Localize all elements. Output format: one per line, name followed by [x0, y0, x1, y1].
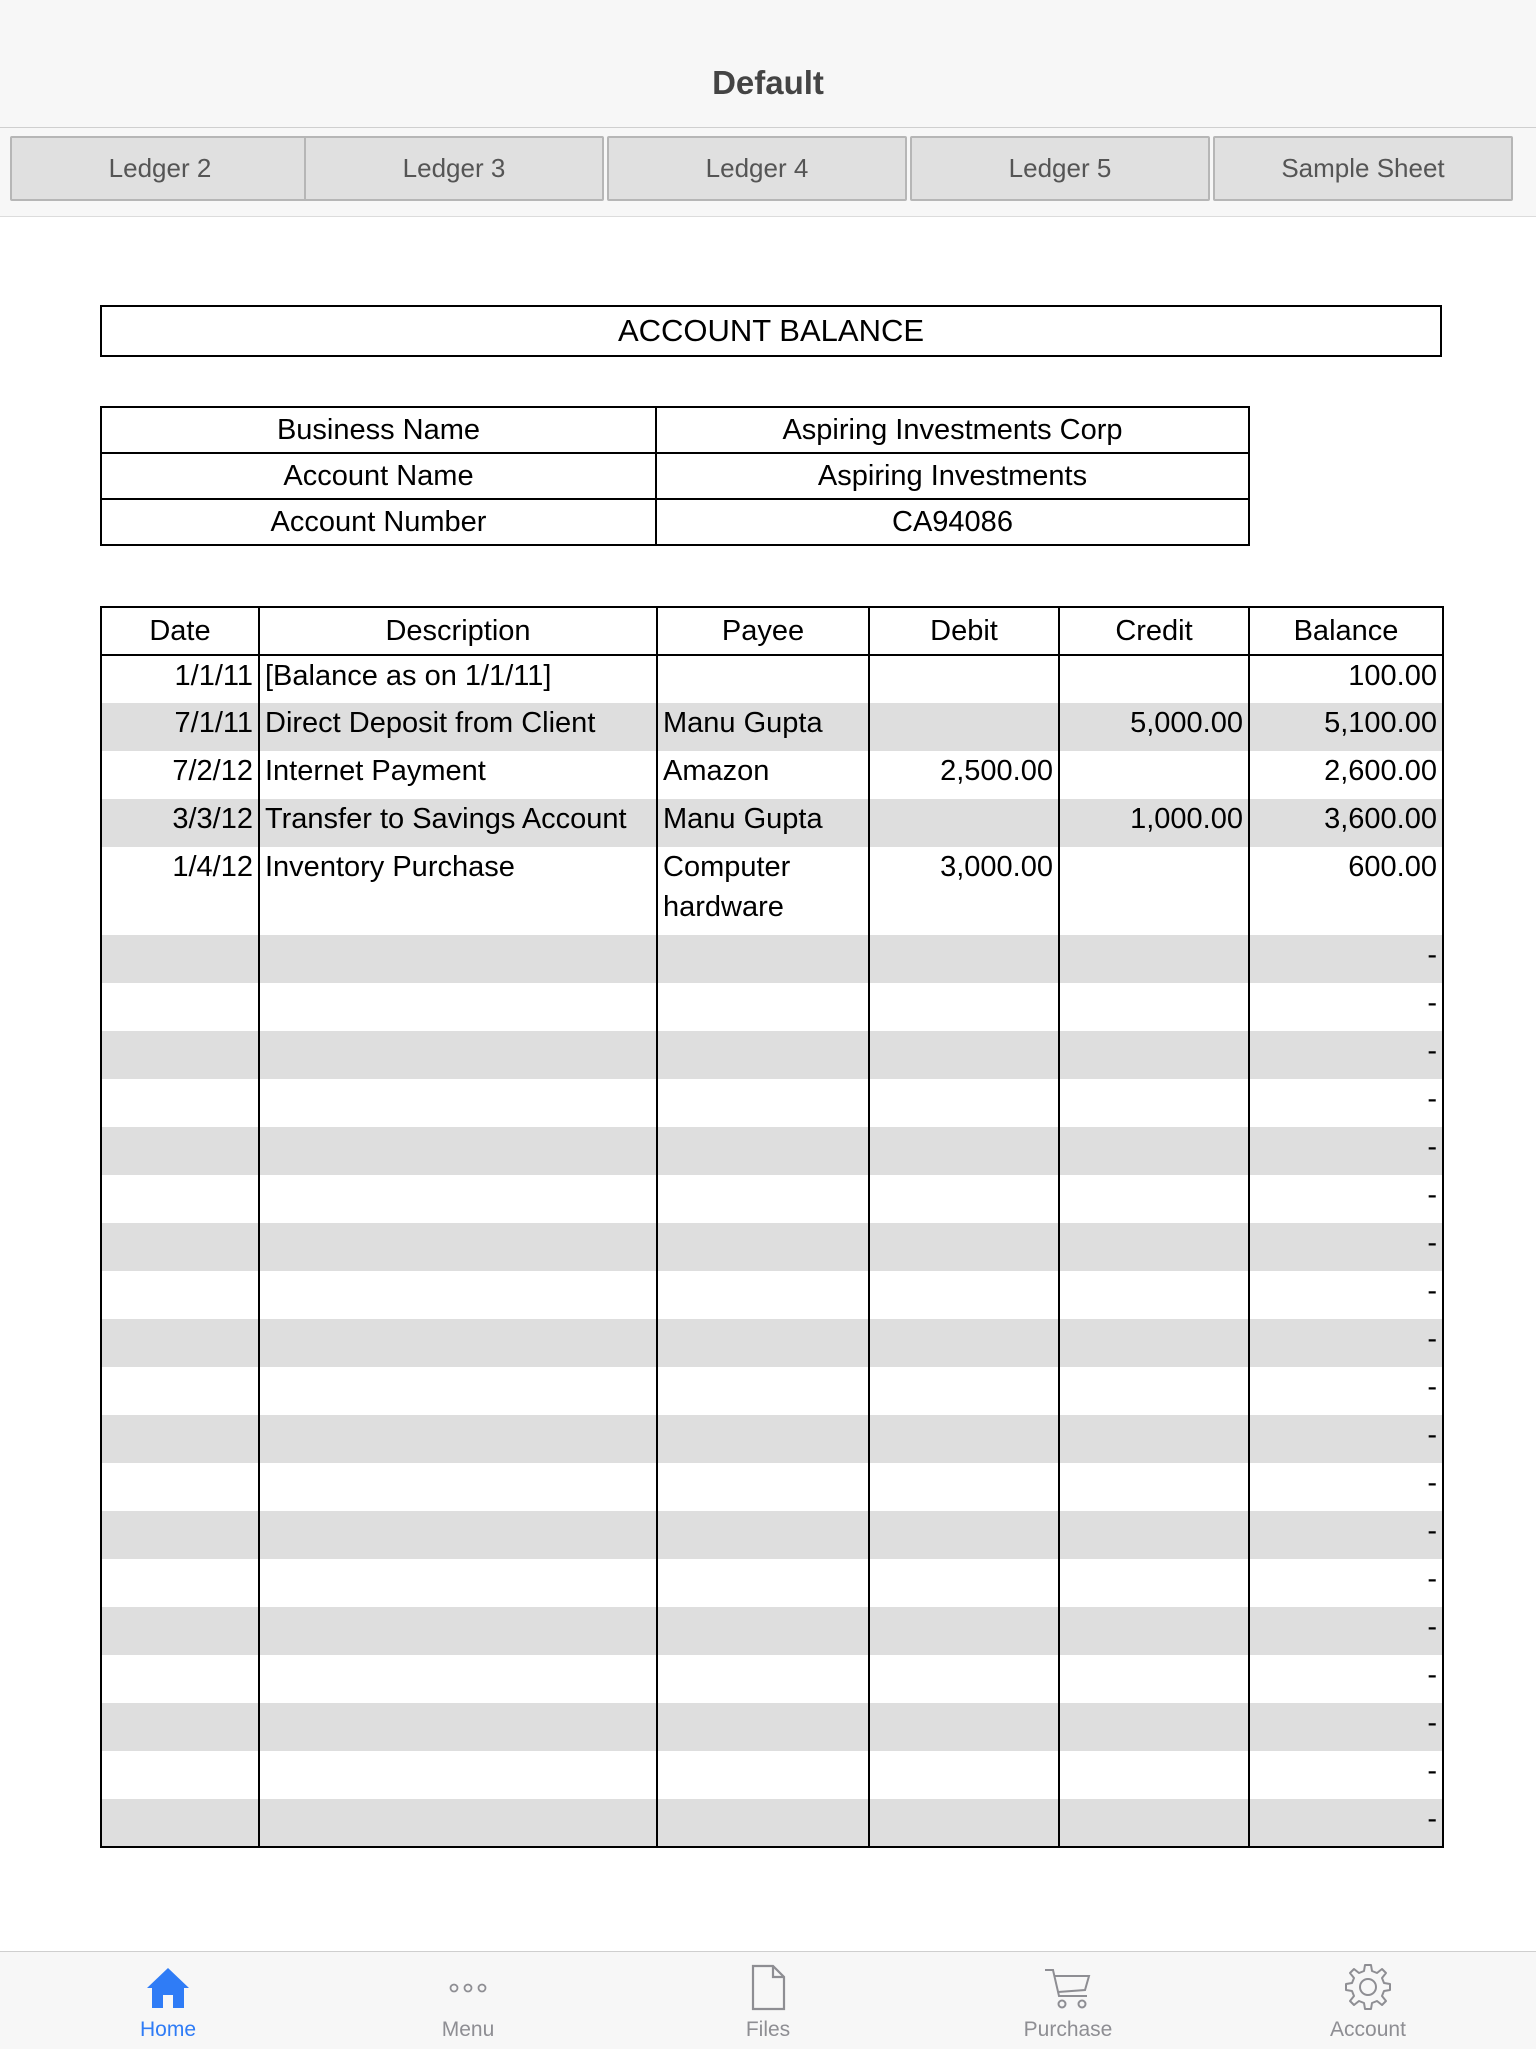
- gear-icon: [1343, 1962, 1393, 2012]
- cell-payee[interactable]: Computer hardware: [657, 847, 869, 935]
- tab-home[interactable]: [68, 1952, 268, 2049]
- cell-date[interactable]: 1/1/11: [101, 655, 259, 703]
- cell-date[interactable]: 1/4/12: [101, 847, 259, 935]
- cell-description[interactable]: [259, 1031, 657, 1079]
- cell-debit[interactable]: [869, 1271, 1059, 1319]
- cell-credit[interactable]: [1059, 1799, 1249, 1847]
- cell-balance[interactable]: -: [1249, 1655, 1443, 1703]
- cart-icon: [1043, 1962, 1093, 2012]
- cell-payee[interactable]: [657, 1319, 869, 1367]
- cell-date[interactable]: 3/3/12: [101, 799, 259, 847]
- cell-credit[interactable]: [1059, 1175, 1249, 1223]
- table-row: [101, 1175, 1443, 1223]
- cell-debit[interactable]: [869, 1655, 1059, 1703]
- cell-date[interactable]: [101, 983, 259, 1031]
- tab-label: Files: [745, 2018, 791, 2041]
- cell-credit[interactable]: [1059, 1463, 1249, 1511]
- cell-debit[interactable]: [869, 1367, 1059, 1415]
- more-icon: [443, 1962, 493, 2012]
- cell-debit[interactable]: [869, 1127, 1059, 1175]
- cell-balance[interactable]: 5,100.00: [1249, 703, 1443, 751]
- cell-balance[interactable]: -: [1249, 1127, 1443, 1175]
- cell-date[interactable]: [101, 1463, 259, 1511]
- cell-payee[interactable]: [657, 1031, 869, 1079]
- info-value[interactable]: Aspiring Investments: [656, 453, 1249, 499]
- cell-debit[interactable]: [869, 655, 1059, 703]
- cell-credit[interactable]: [1059, 1751, 1249, 1799]
- cell-payee[interactable]: Manu Gupta: [657, 799, 869, 847]
- cell-credit[interactable]: [1059, 847, 1249, 935]
- info-value[interactable]: Aspiring Investments Corp: [656, 407, 1249, 453]
- table-row: [101, 1031, 1443, 1079]
- cell-debit[interactable]: [869, 1079, 1059, 1127]
- file-icon: [743, 1962, 793, 2012]
- cell-balance[interactable]: -: [1249, 1079, 1443, 1127]
- table-row: [101, 847, 1443, 935]
- cell-date[interactable]: [101, 1607, 259, 1655]
- tab-label: Purchase: [1023, 2018, 1113, 2041]
- tab-sample-sheet[interactable]: Sample Sheet: [1213, 136, 1513, 201]
- cell-credit[interactable]: [1059, 1367, 1249, 1415]
- table-row: [101, 1559, 1443, 1607]
- cell-date[interactable]: [101, 935, 259, 983]
- cell-debit[interactable]: [869, 799, 1059, 847]
- tab-label: Account: [1330, 2018, 1406, 2041]
- cell-debit[interactable]: [869, 1511, 1059, 1559]
- cell-debit[interactable]: [869, 703, 1059, 751]
- cell-credit[interactable]: [1059, 935, 1249, 983]
- cell-payee[interactable]: [657, 1655, 869, 1703]
- cell-balance[interactable]: -: [1249, 1463, 1443, 1511]
- cell-description[interactable]: Direct Deposit from Client: [259, 703, 657, 751]
- cell-description[interactable]: [259, 1799, 657, 1847]
- navigation-bar: [0, 0, 1536, 128]
- info-label[interactable]: Account Number: [101, 499, 656, 545]
- cell-description[interactable]: [259, 1367, 657, 1415]
- info-row: [101, 499, 1249, 545]
- cell-description[interactable]: [259, 1127, 657, 1175]
- cell-description[interactable]: [259, 1703, 657, 1751]
- cell-payee[interactable]: [657, 1799, 869, 1847]
- column-header-credit[interactable]: Credit: [1059, 607, 1249, 655]
- cell-payee[interactable]: [657, 1559, 869, 1607]
- cell-date[interactable]: 7/1/11: [101, 703, 259, 751]
- cell-description[interactable]: [259, 1559, 657, 1607]
- cell-date[interactable]: [101, 1223, 259, 1271]
- cell-credit[interactable]: [1059, 1127, 1249, 1175]
- cell-payee[interactable]: [657, 1175, 869, 1223]
- cell-date[interactable]: [101, 1127, 259, 1175]
- table-row: [101, 1079, 1443, 1127]
- column-header-payee[interactable]: Payee: [657, 607, 869, 655]
- cell-debit[interactable]: [869, 1463, 1059, 1511]
- cell-date[interactable]: [101, 1415, 259, 1463]
- cell-debit[interactable]: [869, 1415, 1059, 1463]
- cell-debit[interactable]: 2,500.00: [869, 751, 1059, 799]
- cell-debit[interactable]: [869, 1175, 1059, 1223]
- cell-date[interactable]: [101, 1751, 259, 1799]
- cell-credit[interactable]: [1059, 1079, 1249, 1127]
- cell-balance[interactable]: -: [1249, 1559, 1443, 1607]
- cell-description[interactable]: [259, 1079, 657, 1127]
- cell-payee[interactable]: [657, 983, 869, 1031]
- column-header-description[interactable]: Description: [259, 607, 657, 655]
- bottom-tab-bar: [0, 1951, 1536, 2049]
- cell-date[interactable]: [101, 1559, 259, 1607]
- cell-balance[interactable]: -: [1249, 1703, 1443, 1751]
- cell-debit[interactable]: [869, 1319, 1059, 1367]
- cell-credit[interactable]: 1,000.00: [1059, 799, 1249, 847]
- column-header-balance[interactable]: Balance: [1249, 607, 1443, 655]
- cell-balance[interactable]: -: [1249, 1223, 1443, 1271]
- cell-balance[interactable]: -: [1249, 1751, 1443, 1799]
- cell-payee[interactable]: [657, 1223, 869, 1271]
- table-row: [101, 655, 1443, 703]
- tab-ledger-5[interactable]: Ledger 5: [910, 136, 1210, 201]
- cell-payee[interactable]: [657, 1127, 869, 1175]
- cell-payee[interactable]: Amazon: [657, 751, 869, 799]
- cell-date[interactable]: 7/2/12: [101, 751, 259, 799]
- cell-debit[interactable]: [869, 1223, 1059, 1271]
- cell-credit[interactable]: [1059, 1319, 1249, 1367]
- cell-balance[interactable]: -: [1249, 1271, 1443, 1319]
- cell-balance[interactable]: -: [1249, 1175, 1443, 1223]
- cell-debit[interactable]: 3,000.00: [869, 847, 1059, 935]
- info-row: [101, 453, 1249, 499]
- cell-credit[interactable]: [1059, 1031, 1249, 1079]
- info-label[interactable]: Business Name: [101, 407, 656, 453]
- cell-balance[interactable]: 2,600.00: [1249, 751, 1443, 799]
- table-row: [101, 1607, 1443, 1655]
- table-row: [101, 1415, 1443, 1463]
- cell-payee[interactable]: [657, 1703, 869, 1751]
- cell-description[interactable]: Internet Payment: [259, 751, 657, 799]
- cell-balance[interactable]: -: [1249, 983, 1443, 1031]
- cell-description[interactable]: [259, 1223, 657, 1271]
- table-row: [101, 1127, 1443, 1175]
- info-label[interactable]: Account Name: [101, 453, 656, 499]
- cell-description[interactable]: [Balance as on 1/1/11]: [259, 655, 657, 703]
- tab-ledger-4[interactable]: Ledger 4: [607, 136, 907, 201]
- tab-ledger-2[interactable]: Ledger 2: [10, 136, 310, 201]
- cell-payee[interactable]: [657, 1463, 869, 1511]
- cell-balance[interactable]: -: [1249, 1415, 1443, 1463]
- cell-balance[interactable]: -: [1249, 1799, 1443, 1847]
- cell-payee[interactable]: [657, 1079, 869, 1127]
- cell-payee[interactable]: Manu Gupta: [657, 703, 869, 751]
- cell-description[interactable]: [259, 1751, 657, 1799]
- cell-description[interactable]: Inventory Purchase: [259, 847, 657, 935]
- tab-label: Menu: [441, 2018, 495, 2041]
- ledger-body: [101, 655, 1443, 1847]
- cell-debit[interactable]: [869, 1031, 1059, 1079]
- ledger-table: [100, 606, 1444, 1848]
- cell-date[interactable]: [101, 1031, 259, 1079]
- cell-credit[interactable]: [1059, 1607, 1249, 1655]
- cell-credit[interactable]: [1059, 751, 1249, 799]
- info-row: [101, 407, 1249, 453]
- cell-description[interactable]: [259, 1655, 657, 1703]
- cell-balance[interactable]: -: [1249, 1031, 1443, 1079]
- tab-label: Home: [139, 2018, 197, 2041]
- cell-date[interactable]: [101, 1703, 259, 1751]
- table-row: [101, 1223, 1443, 1271]
- cell-payee[interactable]: [657, 1607, 869, 1655]
- table-row: [101, 1367, 1443, 1415]
- table-row: [101, 1511, 1443, 1559]
- tab-files[interactable]: [668, 1952, 868, 2049]
- cell-balance[interactable]: -: [1249, 1319, 1443, 1367]
- home-icon: [143, 1962, 193, 2012]
- cell-date[interactable]: [101, 1799, 259, 1847]
- cell-credit[interactable]: [1059, 1271, 1249, 1319]
- cell-date[interactable]: [101, 1511, 259, 1559]
- table-row: [101, 1799, 1443, 1847]
- tab-ledger-3[interactable]: Ledger 3: [304, 136, 604, 201]
- table-row: [101, 983, 1443, 1031]
- cell-debit[interactable]: [869, 1799, 1059, 1847]
- cell-payee[interactable]: [657, 1367, 869, 1415]
- cell-credit[interactable]: 5,000.00: [1059, 703, 1249, 751]
- table-row: [101, 1703, 1443, 1751]
- cell-credit[interactable]: [1059, 1223, 1249, 1271]
- cell-balance[interactable]: -: [1249, 1511, 1443, 1559]
- tab-menu[interactable]: [368, 1952, 568, 2049]
- table-row: [101, 751, 1443, 799]
- cell-payee[interactable]: [657, 935, 869, 983]
- cell-credit[interactable]: [1059, 655, 1249, 703]
- table-row: [101, 1463, 1443, 1511]
- table-row: [101, 1655, 1443, 1703]
- cell-payee[interactable]: [657, 1271, 869, 1319]
- cell-description[interactable]: [259, 1271, 657, 1319]
- table-row: [101, 1319, 1443, 1367]
- cell-debit[interactable]: [869, 983, 1059, 1031]
- cell-balance[interactable]: -: [1249, 935, 1443, 983]
- sheet-title: ACCOUNT BALANCE: [100, 305, 1442, 357]
- table-row: [101, 799, 1443, 847]
- cell-date[interactable]: [101, 1079, 259, 1127]
- ledger-header-row: [101, 607, 1443, 655]
- cell-credit[interactable]: [1059, 1511, 1249, 1559]
- cell-description[interactable]: [259, 1415, 657, 1463]
- cell-description[interactable]: [259, 983, 657, 1031]
- cell-description[interactable]: [259, 1511, 657, 1559]
- cell-debit[interactable]: [869, 1751, 1059, 1799]
- cell-payee[interactable]: [657, 1511, 869, 1559]
- cell-balance[interactable]: -: [1249, 1367, 1443, 1415]
- cell-date[interactable]: [101, 1655, 259, 1703]
- cell-balance[interactable]: 3,600.00: [1249, 799, 1443, 847]
- cell-date[interactable]: [101, 1271, 259, 1319]
- tab-account[interactable]: [1268, 1952, 1468, 2049]
- cell-date[interactable]: [101, 1367, 259, 1415]
- cell-payee[interactable]: [657, 1415, 869, 1463]
- cell-description[interactable]: [259, 1319, 657, 1367]
- cell-description[interactable]: [259, 1463, 657, 1511]
- cell-debit[interactable]: [869, 1607, 1059, 1655]
- cell-date[interactable]: [101, 1175, 259, 1223]
- cell-description[interactable]: Transfer to Savings Account: [259, 799, 657, 847]
- cell-credit[interactable]: [1059, 1559, 1249, 1607]
- table-row: [101, 935, 1443, 983]
- cell-balance[interactable]: 600.00: [1249, 847, 1443, 935]
- cell-description[interactable]: [259, 1607, 657, 1655]
- cell-debit[interactable]: [869, 1559, 1059, 1607]
- cell-credit[interactable]: [1059, 1415, 1249, 1463]
- tab-purchase[interactable]: [968, 1952, 1168, 2049]
- table-row: [101, 1751, 1443, 1799]
- cell-balance[interactable]: 100.00: [1249, 655, 1443, 703]
- cell-balance[interactable]: -: [1249, 1607, 1443, 1655]
- page-title: Default: [712, 64, 824, 101]
- cell-date[interactable]: [101, 1319, 259, 1367]
- column-header-debit[interactable]: Debit: [869, 607, 1059, 655]
- info-value[interactable]: CA94086: [656, 499, 1249, 545]
- cell-credit[interactable]: [1059, 1703, 1249, 1751]
- cell-credit[interactable]: [1059, 1655, 1249, 1703]
- table-row: [101, 1271, 1443, 1319]
- cell-credit[interactable]: [1059, 983, 1249, 1031]
- cell-payee[interactable]: [657, 655, 869, 703]
- sheet-tab-bar: [0, 128, 1536, 217]
- cell-description[interactable]: [259, 1175, 657, 1223]
- cell-description[interactable]: [259, 935, 657, 983]
- cell-debit[interactable]: [869, 935, 1059, 983]
- account-info-table: [100, 406, 1250, 546]
- table-row: [101, 703, 1443, 751]
- cell-payee[interactable]: [657, 1751, 869, 1799]
- column-header-date[interactable]: Date: [101, 607, 259, 655]
- cell-debit[interactable]: [869, 1703, 1059, 1751]
